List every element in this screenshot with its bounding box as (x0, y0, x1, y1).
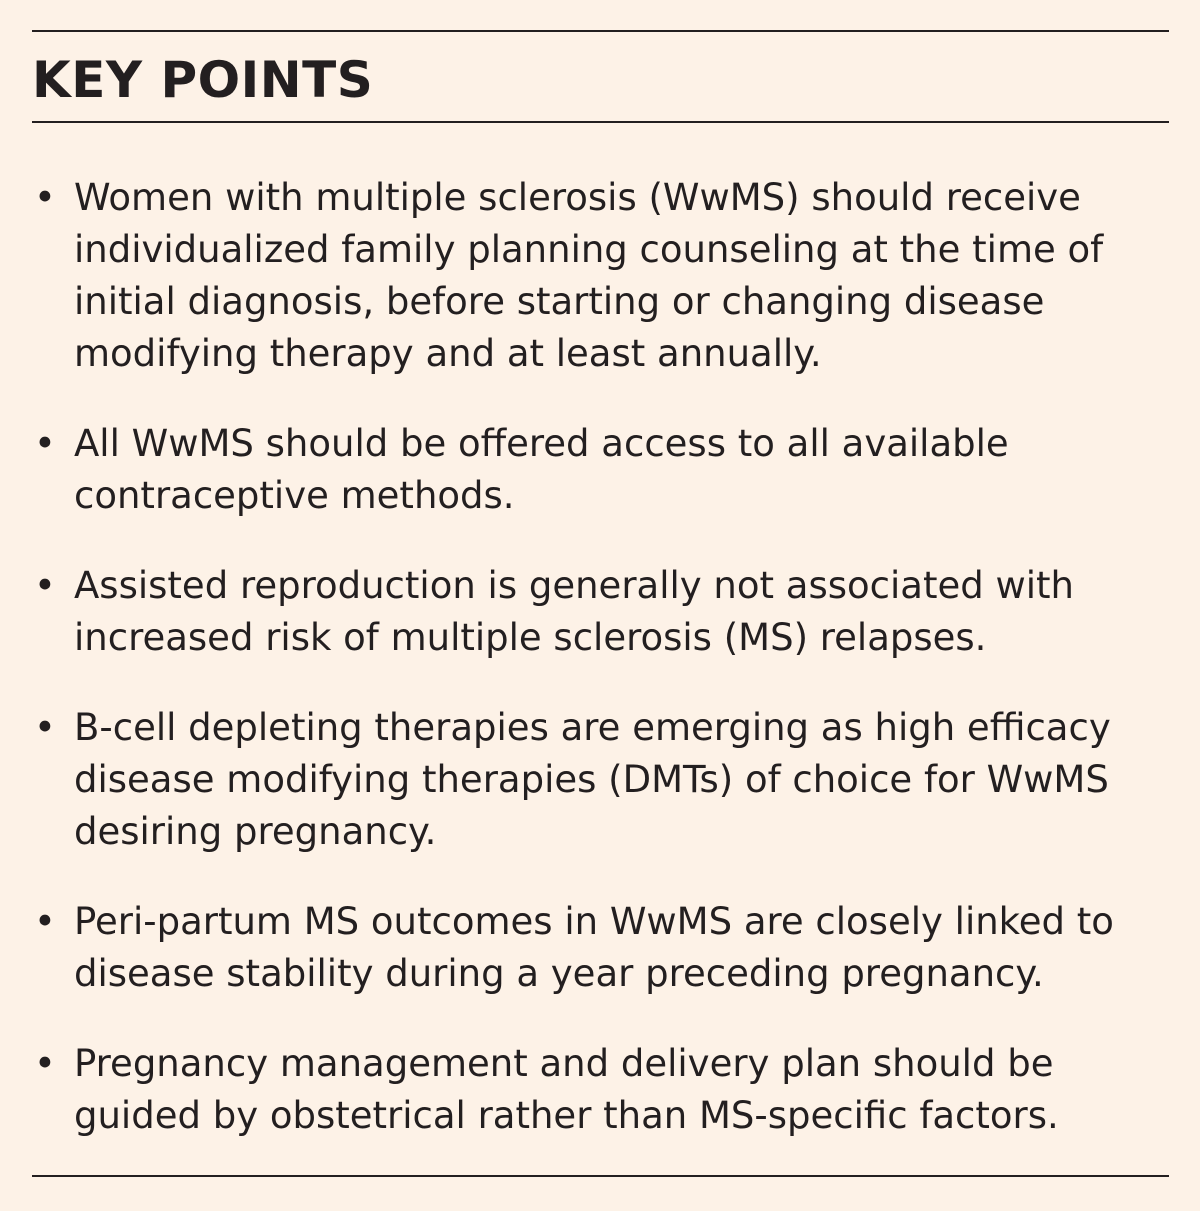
bullet-icon: • (34, 564, 56, 607)
bullet-icon: • (34, 900, 56, 943)
top-divider (32, 30, 1169, 32)
bottom-divider (32, 1175, 1169, 1177)
key-point-item (32, 172, 1172, 380)
key-point-text: All WwMS should be offered access to all available contraceptive methods. (74, 422, 1009, 517)
key-points-heading: KEY POINTS (32, 51, 374, 109)
bullet-icon: • (34, 422, 56, 465)
key-points-list (32, 172, 1172, 1142)
key-point-item (32, 418, 1172, 522)
key-point-text: B-cell depleting therapies are emerging as high efficacy disease modifying therapies (DMTs) of choice for WwMS desiring pregnancy. (74, 706, 1111, 853)
key-point-item (32, 1038, 1172, 1142)
key-point-text: Pregnancy management and delivery plan should be guided by obstetrical rather than MS-specific factors. (74, 1042, 1059, 1137)
key-point-text: Assisted reproduction is generally not associated with increased risk of multiple sclerosis (MS) relapses. (74, 564, 1074, 659)
key-point-text: Women with multiple sclerosis (WwMS) should receive individualized family planning counseling at the time of initial diagnosis, before starting or changing disease modifying therapy and at least annually. (74, 176, 1104, 375)
bullet-icon: • (34, 706, 56, 749)
bullet-icon: • (34, 176, 56, 219)
key-point-item (32, 896, 1172, 1000)
bullet-icon: • (34, 1042, 56, 1085)
key-point-item (32, 702, 1172, 858)
key-point-item (32, 560, 1172, 664)
heading-divider (32, 121, 1169, 123)
key-point-text: Peri-partum MS outcomes in WwMS are closely linked to disease stability during a year preceding pregnancy. (74, 900, 1114, 995)
